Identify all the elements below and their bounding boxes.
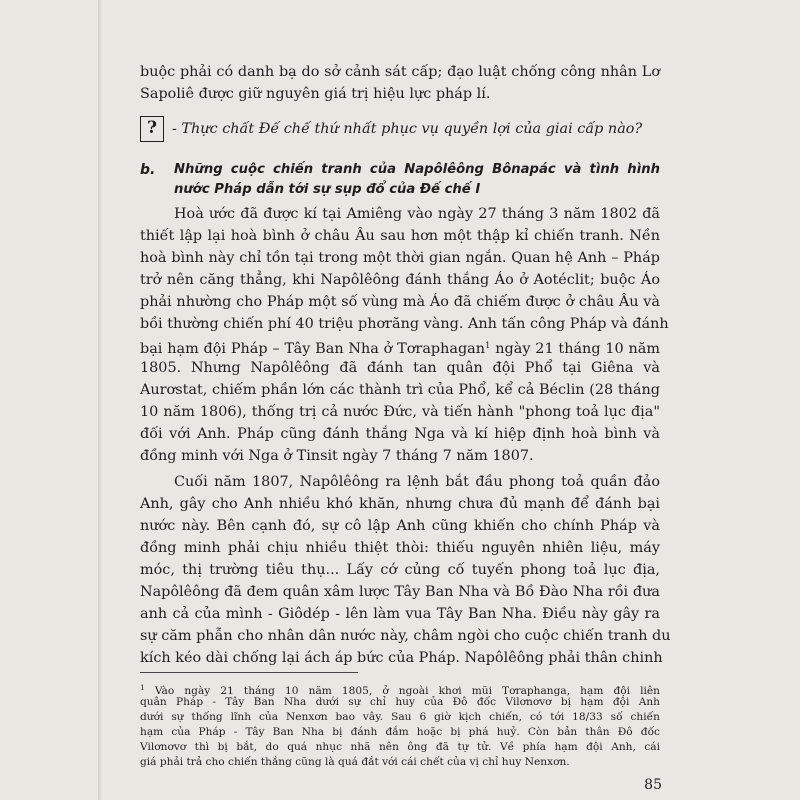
section-letter: b. [140, 162, 156, 178]
text-line: phải nhường cho Pháp một số vùng mà Áo đã chiếm được ở châu Âu và [140, 294, 660, 310]
page-edge-shadow [98, 0, 102, 800]
question-icon: ? [140, 116, 164, 142]
text-segment: bại hạm đội Pháp – Tây Ban Nha ở Tơraphagan [140, 341, 486, 357]
section-title-line: nước Pháp dẫn tới sự sụp đổ của Đế chế I [174, 182, 481, 197]
footnote-mark: 1 [140, 683, 145, 692]
footnote-line: giá phải trả cho chiến thắng cũng là quá đắt với cái chết của vị chỉ huy Nenxơn. [140, 756, 570, 768]
text-line: Napôlêông đã đem quân xâm lược Tây Ban Nha và Bồ Đào Nha rồi đưa [140, 584, 660, 600]
text-line: đồng minh với Nga ở Tinsit ngày 7 tháng 7 năm 1807. [140, 448, 534, 464]
text-line: Hoà ước đã được kí tại Amiêng vào ngày 27 tháng 3 năm 1802 đã [174, 206, 660, 222]
text-line: móc, thị trường tiêu thụ... Lấy cớ củng cố tuyến phong toả lục địa, [140, 562, 660, 578]
text-line: 1805. Nhưng Napôlêông đã đánh tan quân đội Phổ tại Giêna và [140, 360, 660, 376]
footnote-line: quân Pháp - Tây Ban Nha dưới sự chỉ huy của Đô đốc Vilơnơvơ bị hạm đội Anh [140, 696, 660, 708]
text-line: Cuối năm 1807, Napôlêông ra lệnh bắt đầu phong toả quần đảo [174, 474, 660, 490]
text-line: Anh, gây cho Anh nhiều khó khăn, nhưng chưa đủ mạnh để đánh bại [140, 496, 660, 512]
text-line: Sapoliê được giữ nguyên giá trị hiệu lực pháp lí. [140, 86, 491, 102]
text-line: 10 năm 1806), thống trị cả nước Đức, và tiến hành "phong toả lục địa" [140, 404, 660, 420]
text-line: nước này. Bên cạnh đó, sự cô lập Anh cũng khiến cho chính Pháp và [140, 518, 660, 534]
page-number: 85 [644, 777, 662, 793]
text-line [140, 336, 660, 359]
section-title-line: Những cuộc chiến tranh của Napôlêông Bônapác và tình hình [174, 162, 660, 177]
question-text: - Thực chất Đế chế thứ nhất phục vụ quyền lợi của giai cấp nào? [172, 121, 643, 137]
text-line: trở nên căng thẳng, khi Napôlêông đánh thắng Áo ở Aotéclit; buộc Áo [140, 272, 660, 288]
text-line: bồi thường chiến phí 40 triệu phơrăng vàng. Anh tấn công Pháp và đánh [140, 316, 669, 332]
footnote-line: hạm của Pháp - Tây Ban Nha bị đánh đắm hoặc bị phá huỷ. Còn bản thân Đô đốc [140, 726, 660, 738]
footnote-line: Vilơnơvơ thì bị bắt, do quá nhục nhã nên ông đã tự tử. Về phía hạm đội Anh, cái [140, 741, 660, 753]
text-segment: ngày 21 tháng 10 năm [490, 341, 660, 357]
text-line: hoà bình này chỉ tồn tại trong một thời gian ngắn. Quan hệ Anh – Pháp [140, 250, 660, 266]
text-line: buộc phải có danh bạ do sở cảnh sát cấp; đạo luật chống công nhân Lơ [140, 64, 660, 80]
text-line: sự căm phẫn cho nhân dân nước này, châm ngòi cho cuộc chiến tranh du [140, 628, 671, 644]
text-segment: Vào ngày 21 tháng 10 năm 1805, ở ngoài khơi mũi Tơraphanga, hạm đội liên [144, 685, 660, 697]
text-line: anh cả của mình - Giôdép - lên làm vua Tây Ban Nha. Điều này gây ra [140, 606, 660, 622]
text-line: đối với Anh. Pháp cũng đánh thắng Nga và kí hiệp định hoà bình và [140, 426, 660, 442]
text-line: kích kéo dài chống lại ách áp bức của Pháp. Napôlêông phải thân chinh [140, 650, 663, 666]
footnote-divider [140, 672, 358, 673]
text-line: thiết lập lại hoà bình ở châu Âu sau hơn một thập kỉ chiến tranh. Nền [140, 228, 660, 244]
footnote-reference[interactable]: 1 [485, 341, 491, 351]
text-line: đồng minh phải chịu nhiều thiệt thòi: thiếu nguyên nhiên liệu, máy [140, 540, 660, 556]
text-line: Aurơstat, chiếm phần lớn các thành trì của Phổ, kể cả Béclin (28 tháng [140, 382, 660, 398]
footnote-line: dưới sự thống lĩnh của Nenxơn bao vây. Sau 6 giờ kịch chiến, có tới 18/33 số chiến [140, 711, 660, 723]
